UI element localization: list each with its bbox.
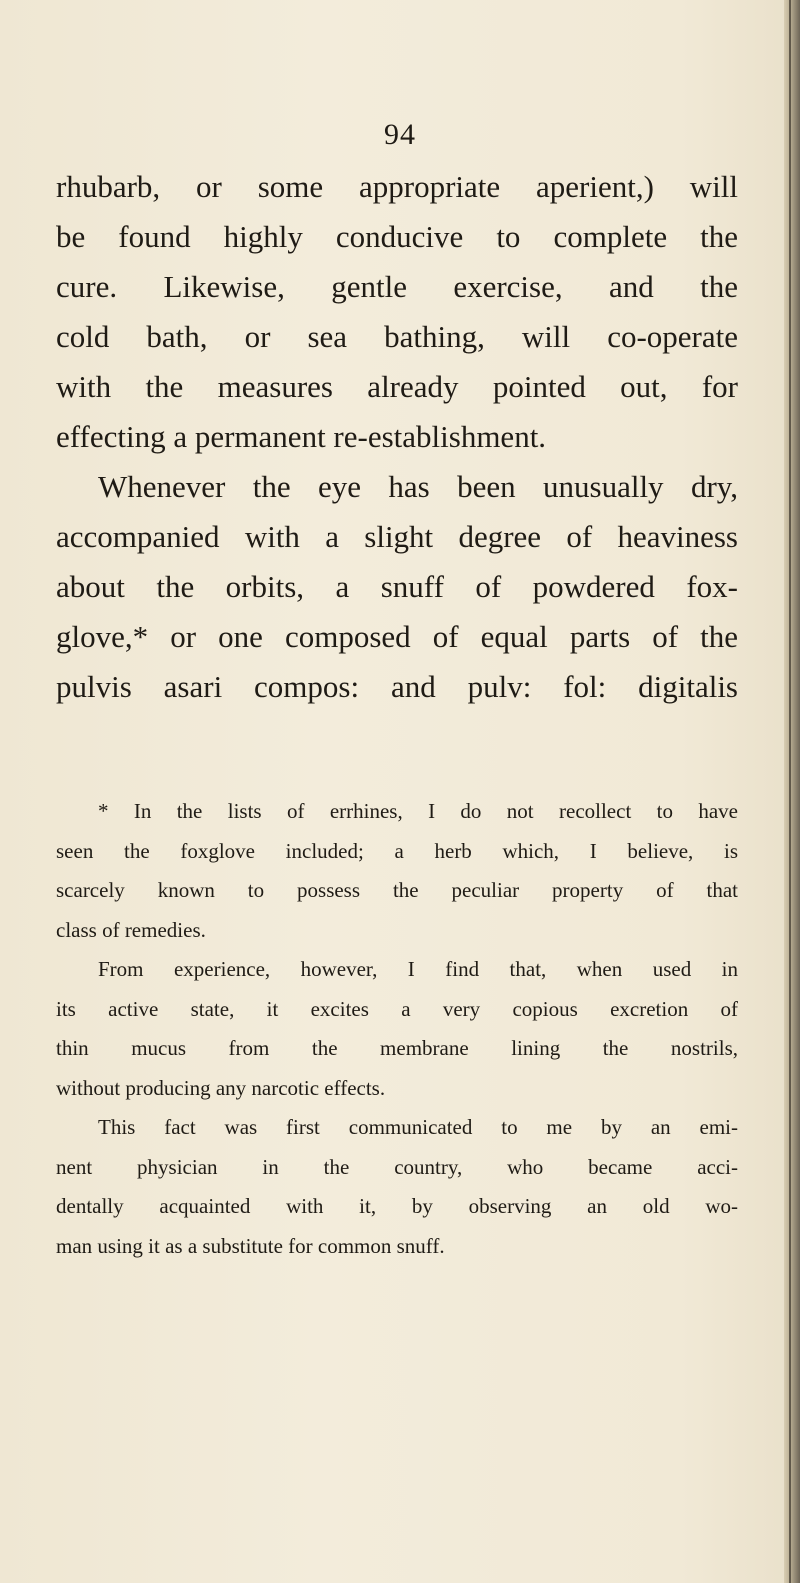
body-line: accompanied with a slight degree of heaviness [56, 519, 738, 554]
page-edge-line [789, 0, 791, 1583]
footnote-line: man using it as a substitute for common snuff. [56, 1233, 445, 1258]
body-line: effecting a permanent re-establishment. [56, 419, 547, 454]
body-line: be found highly conducive to complete the [56, 219, 738, 254]
footnote-line: its active state, it excites a very copious excretion of [56, 996, 738, 1021]
footnote-line: nent physician in the country, who became acci- [56, 1154, 738, 1179]
body-line: about the orbits, a snuff of powdered fox- [56, 569, 738, 604]
footnote-line: From experience, however, I find that, when used in [98, 957, 738, 981]
footnote-line: This fact was first communicated to me by an emi- [98, 1115, 738, 1139]
body-line: with the measures already pointed out, for [56, 369, 738, 404]
footnote-line: scarcely known to possess the peculiar property of that [56, 878, 738, 902]
page-edge-shadow [784, 0, 800, 1583]
body-text [56, 162, 738, 712]
body-line: cold bath, or sea bathing, will co-operate [56, 319, 738, 354]
footnote-line: without producing any narcotic effects. [56, 1075, 386, 1100]
footnote-line: seen the foxglove included; a herb which, I believe, is [56, 838, 738, 863]
footnote [56, 792, 738, 1266]
body-line: cure. Likewise, gentle exercise, and the [56, 269, 738, 304]
body-line: rhubarb, or some appropriate aperient,) will [56, 169, 738, 204]
footnote-line: dentally acquainted with it, by observing an old wo- [56, 1194, 738, 1218]
footnote-line: class of remedies. [56, 917, 206, 942]
body-line: glove,* or one composed of equal parts of the [56, 619, 738, 654]
body-line: Whenever the eye has been unusually dry, [98, 469, 738, 504]
footnote-line: * In the lists of errhines, I do not recollect to have [98, 799, 738, 823]
footnote-line: thin mucus from the membrane lining the nostrils, [56, 1036, 738, 1060]
body-line: pulvis asari compos: and pulv: fol: digitalis [56, 669, 738, 704]
page-number: 94 [384, 118, 416, 151]
